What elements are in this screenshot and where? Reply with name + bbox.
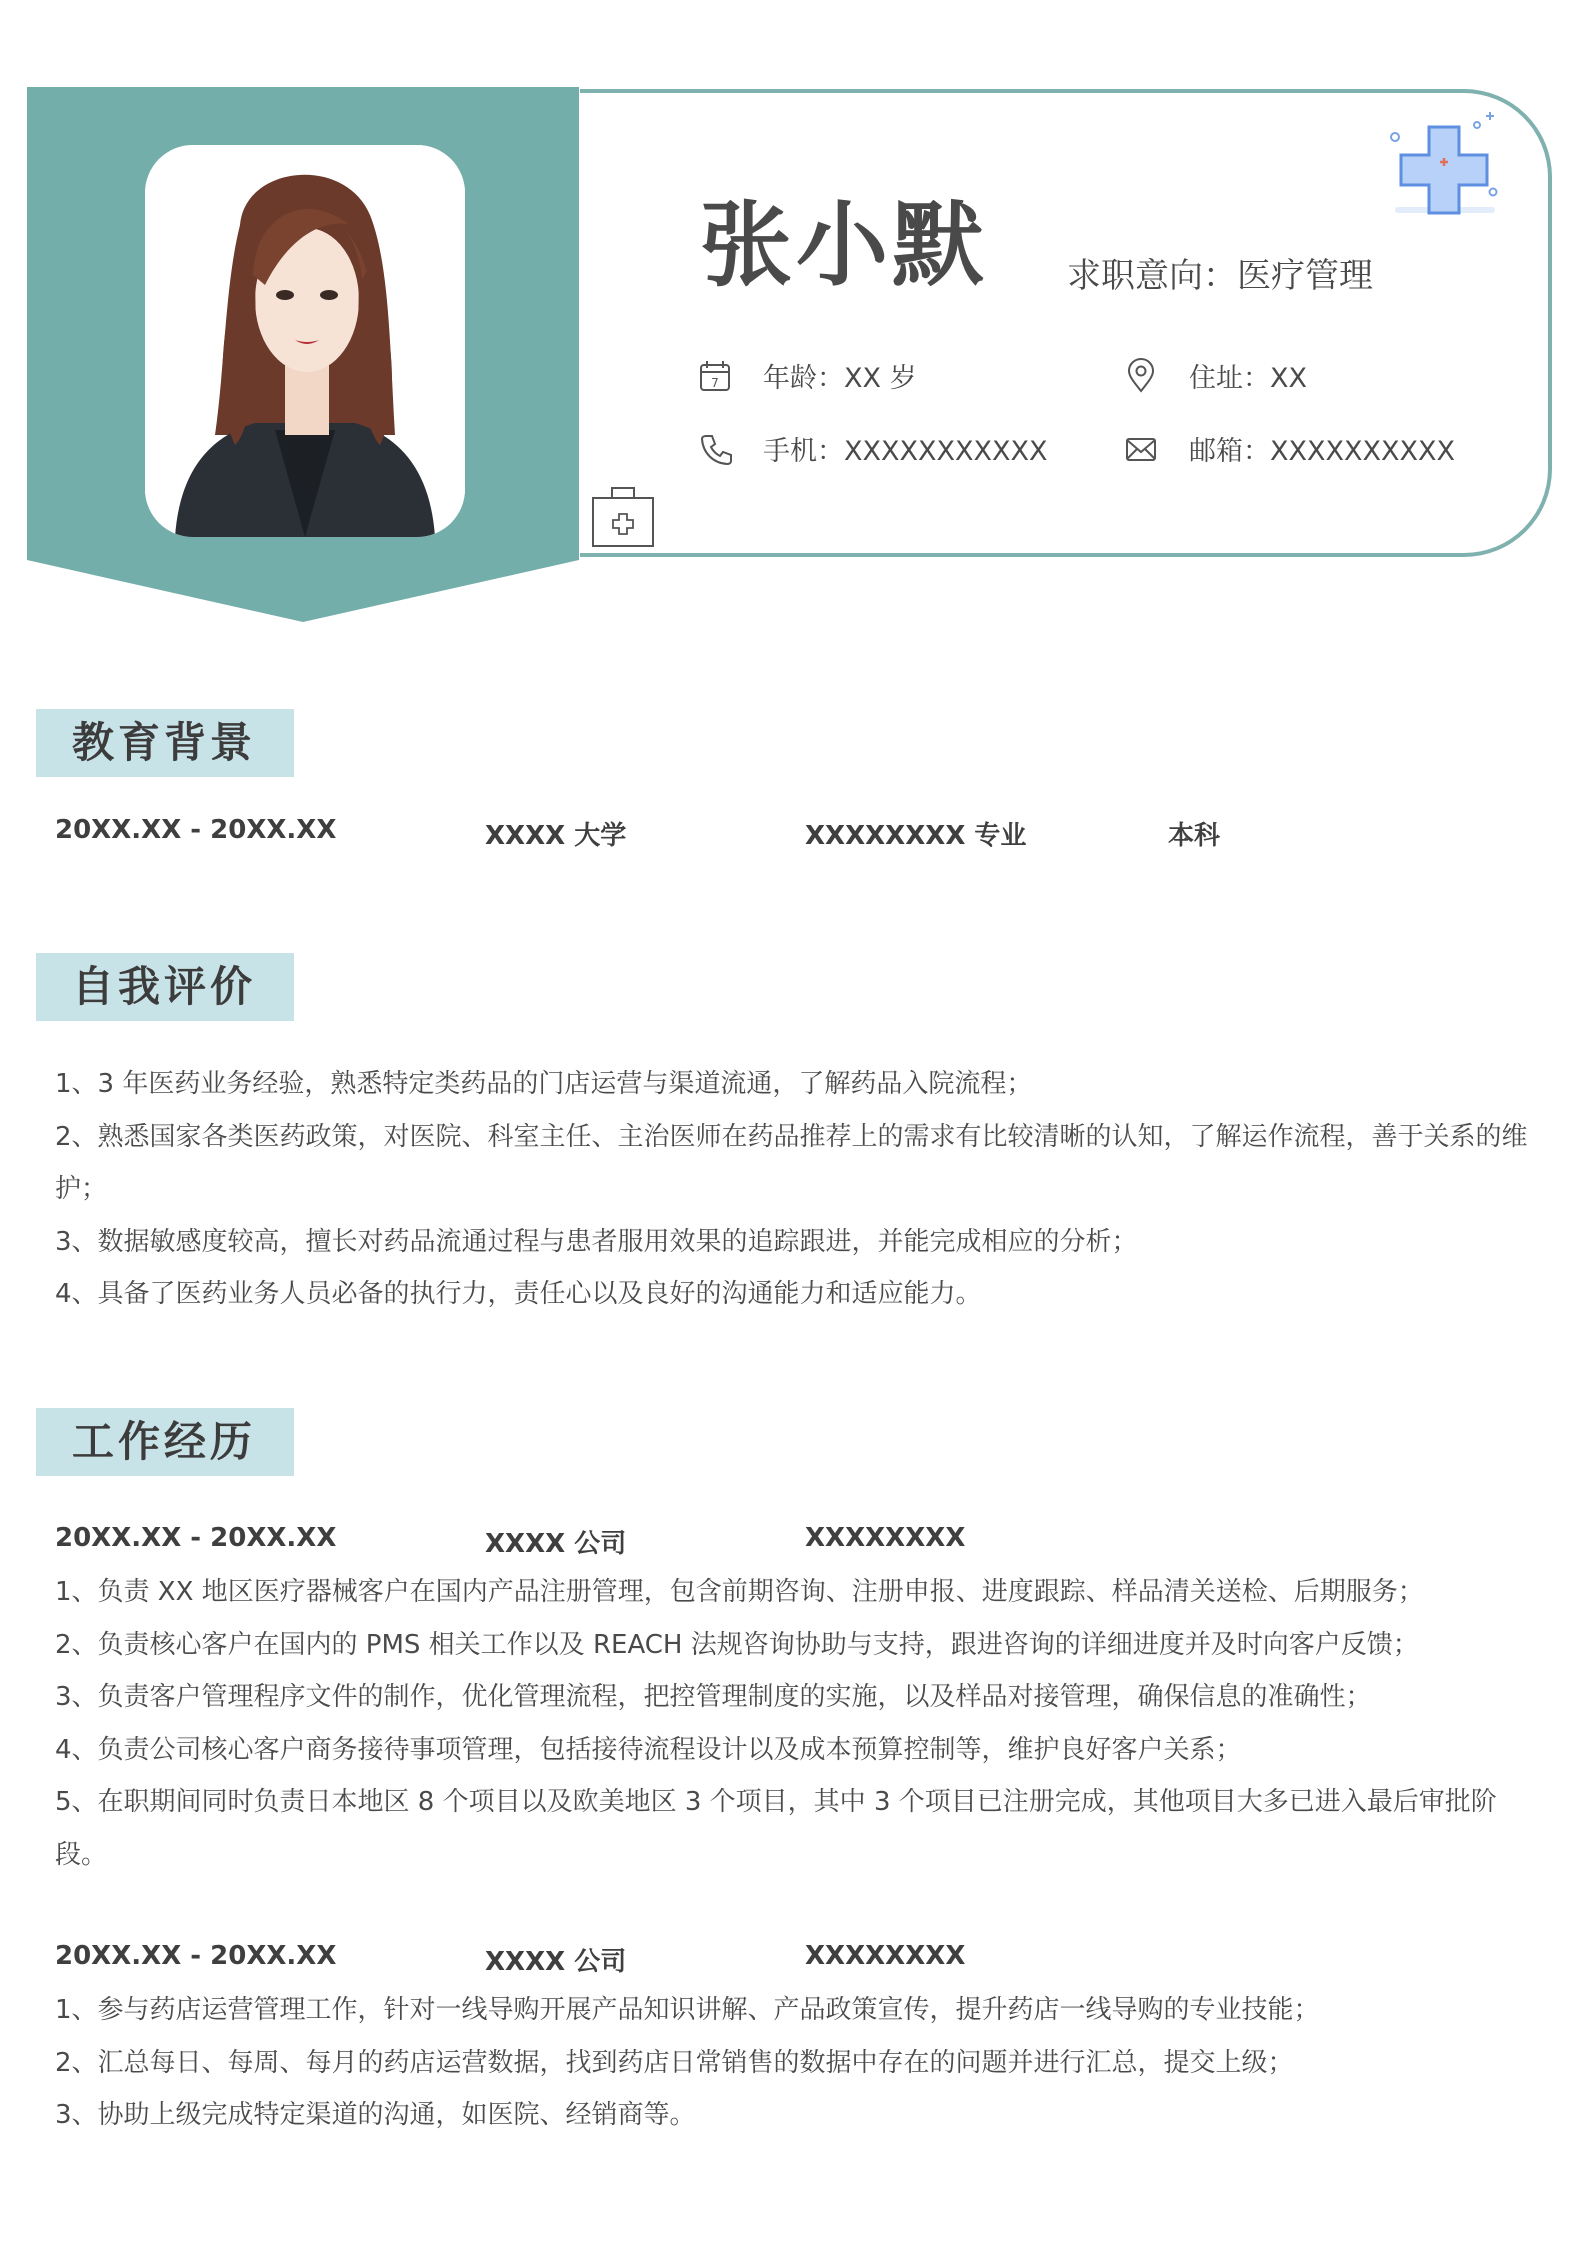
- work-title: 工作经历: [36, 1408, 294, 1476]
- location-icon: [1123, 358, 1159, 394]
- email-text: 邮箱：XXXXXXXXXX: [1189, 436, 1455, 467]
- email-row: [1123, 429, 1455, 468]
- mail-icon: [1123, 431, 1159, 467]
- list-item: 4、具备了医药业务人员必备的执行力，责任心以及良好的沟通能力和适应能力。: [55, 1279, 982, 1309]
- age-row: [697, 356, 917, 395]
- address-text: 住址：XX: [1189, 363, 1307, 394]
- calendar-icon: [697, 358, 733, 394]
- medical-kit-icon: [590, 484, 656, 550]
- address-row: [1123, 356, 1307, 395]
- job-1-period: 20XX.XX - 20XX.XX: [55, 1523, 337, 1553]
- job-intent-label: 求职意向：: [1067, 256, 1237, 296]
- list-item: 3、数据敏感度较高，擅长对药品流通过程与患者服用效果的追踪跟进，并能完成相应的分析；: [55, 1226, 1138, 1257]
- list-item: 3、负责客户管理程序文件的制作，优化管理流程，把控管理制度的实施，以及样品对接管理，确保信息的准确性；: [55, 1682, 1372, 1712]
- education-period: 20XX.XX - 20XX.XX: [55, 815, 337, 845]
- phone-row: [697, 429, 1047, 468]
- job-1-position: XXXXXXXX: [805, 1523, 966, 1553]
- phone-icon: [697, 431, 733, 467]
- list-item: 4、负责公司核心客户商务接待事项管理，包括接待流程设计以及成本预算控制等，维护良好客户关系；: [55, 1734, 1242, 1765]
- job-intent-value: 医疗管理: [1237, 256, 1373, 296]
- self-eval-list: [55, 1058, 1545, 1321]
- job-2-list: [55, 1984, 1545, 2142]
- avatar: [145, 145, 465, 537]
- list-item: 2、熟悉国家各类医药政策，对医院、科室主任、主治医师在药品推荐上的需求有比较清晰的认知，了解运作流程，善于关系的维护；: [55, 1121, 1528, 1204]
- education-title: 教育背景: [36, 709, 294, 777]
- phone-text: 手机：XXXXXXXXXXX: [763, 436, 1048, 467]
- job-2-period: 20XX.XX - 20XX.XX: [55, 1941, 337, 1971]
- list-item: 2、汇总每日、每周、每月的药店运营数据，找到药店日常销售的数据中存在的问题并进行汇总，提交上级；: [55, 2047, 1294, 2078]
- education-major: XXXXXXXX 专业: [805, 821, 1027, 851]
- job-2-company: XXXX 公司: [485, 1947, 627, 1977]
- list-item: 3、协助上级完成特定渠道的沟通，如医院、经销商等。: [55, 2100, 696, 2130]
- list-item: 1、负责 XX 地区医疗器械客户在国内产品注册管理，包含前期咨询、注册申报、进度跟踪、样品清关送检、后期服务；: [55, 1577, 1424, 1607]
- list-item: 1、3 年医药业务经验，熟悉特定类药品的门店运营与渠道流通，了解药品入院流程；: [55, 1069, 1033, 1099]
- job-1-list: [55, 1566, 1545, 1881]
- svg-text:7: 7: [711, 375, 719, 390]
- list-item: 2、负责核心客户在国内的 PMS 相关工作以及 REACH 法规咨询协助与支持，跟进咨询的详细进度并及时向客户反馈；: [55, 1629, 1419, 1660]
- age-text: 年龄：XX 岁: [763, 363, 917, 394]
- job-1-company: XXXX 公司: [485, 1529, 627, 1559]
- medical-cross-icon: [1385, 107, 1505, 227]
- self-eval-title: 自我评价: [36, 953, 294, 1021]
- job-intent: [1067, 248, 1373, 297]
- list-item: 1、参与药店运营管理工作，针对一线导购开展产品知识讲解、产品政策宣传，提升药店一线导购的专业技能；: [55, 1995, 1320, 2025]
- job-2-position: XXXXXXXX: [805, 1941, 966, 1971]
- list-item: 5、在职期间同时负责日本地区 8 个项目以及欧美地区 3 个项目，其中 3 个项目已注册完成，其他项目大多已进入最后审批阶段。: [55, 1787, 1497, 1870]
- education-school: XXXX 大学: [485, 821, 627, 851]
- education-degree: 本科: [1168, 821, 1221, 851]
- candidate-name: 张小默: [700, 191, 989, 299]
